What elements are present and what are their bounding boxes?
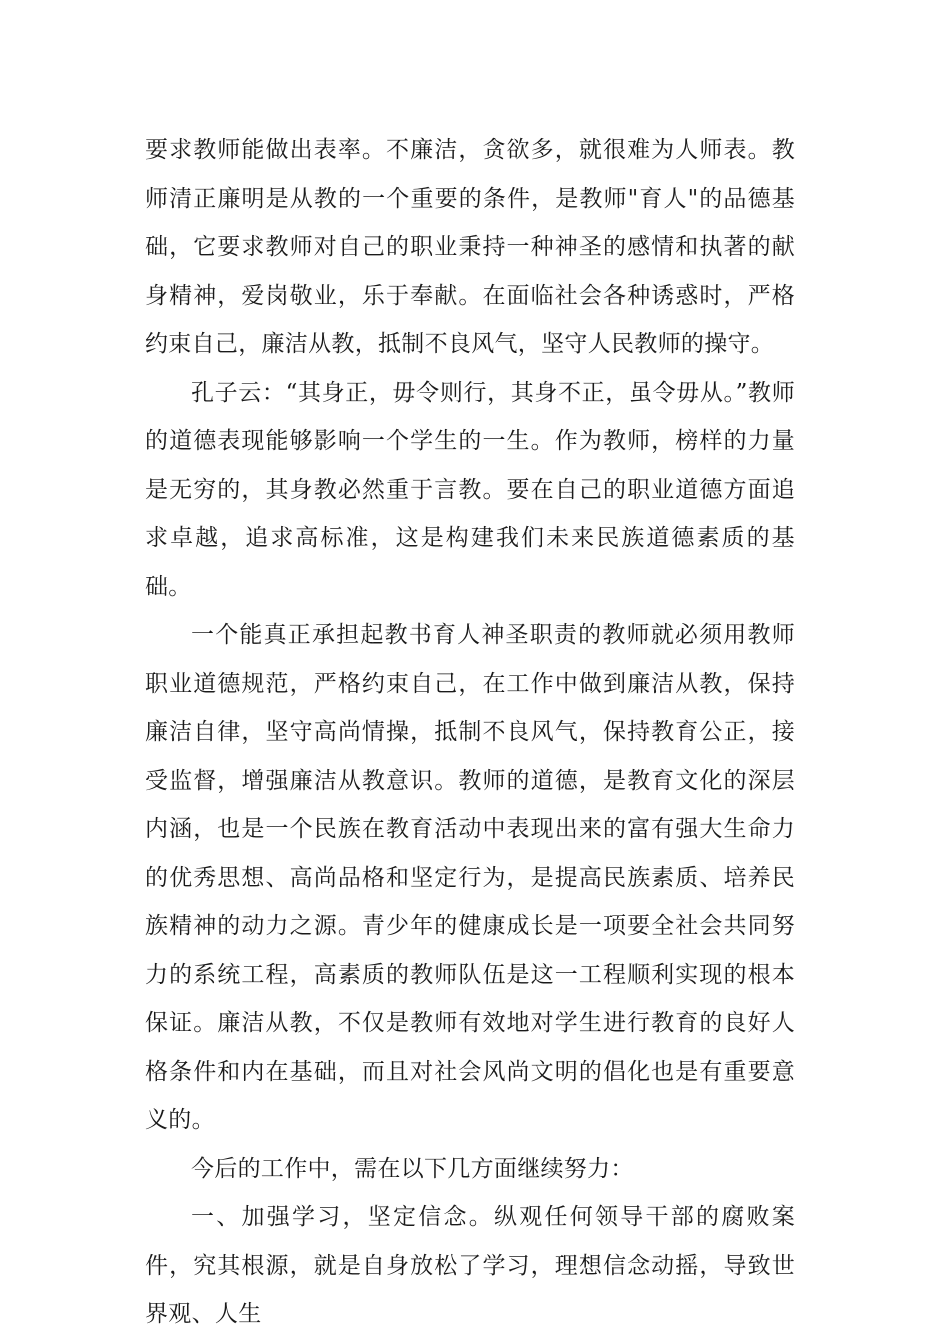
paragraph-5: 一、加强学习，坚定信念。纵观任何领导干部的腐败案件，究其根源，就是自身放松了学习，理想信念动摇，导致世界观、人生: [145, 1204, 795, 1327]
paragraph-3: 一个能真正承担起教书育人神圣职责的教师就必须用教师职业道德规范，严格约束自己，在工作中做到廉洁从教，保持廉洁自律，坚守高尚情操，抵制不良风气，保持教育公正，接受监督，增强廉洁从教意识。教师的道德，是教育文化的深层内涵，也是一个民族在教育活动中表现出来的富有强大生命力的优秀思想、高尚品格和坚定行为，是提高民族素质、培养民族精神的动力之源。青少年的健康成长是一项要全社会共同努力的系统工程，高素质的教师队伍是这一工程顺利实现的根本保证。廉洁从教，不仅是教师有效地对学生进行教育的良好人格条件和内在基础，而且对社会风尚文明的倡化也是有重要意义的。: [145, 622, 795, 1133]
document-body: [145, 126, 795, 1339]
paragraph-2: 孔子云：“其身正，毋令则行，其身不正，虽令毋从。”教师的道德表现能够影响一个学生的一生。作为教师，榜样的力量是无穷的，其身教必然重于言教。要在自己的职业道德方面追求卓越，追求高标准，这是构建我们未来民族道德素质的基础。: [145, 379, 795, 600]
paragraph-1: 要求教师能做出表率。不廉洁，贪欲多，就很难为人师表。教师清正廉明是从教的一个重要的条件，是教师"育人"的品德基础，它要求教师对自己的职业秉持一种神圣的感情和执著的献身精神，爱岗敬业，乐于奉献。在面临社会各种诱惑时，严格约束自己，廉洁从教，抵制不良风气，坚守人民教师的操守。: [145, 137, 795, 357]
paragraph-4: 今后的工作中，需在以下几方面继续努力：: [191, 1155, 634, 1182]
